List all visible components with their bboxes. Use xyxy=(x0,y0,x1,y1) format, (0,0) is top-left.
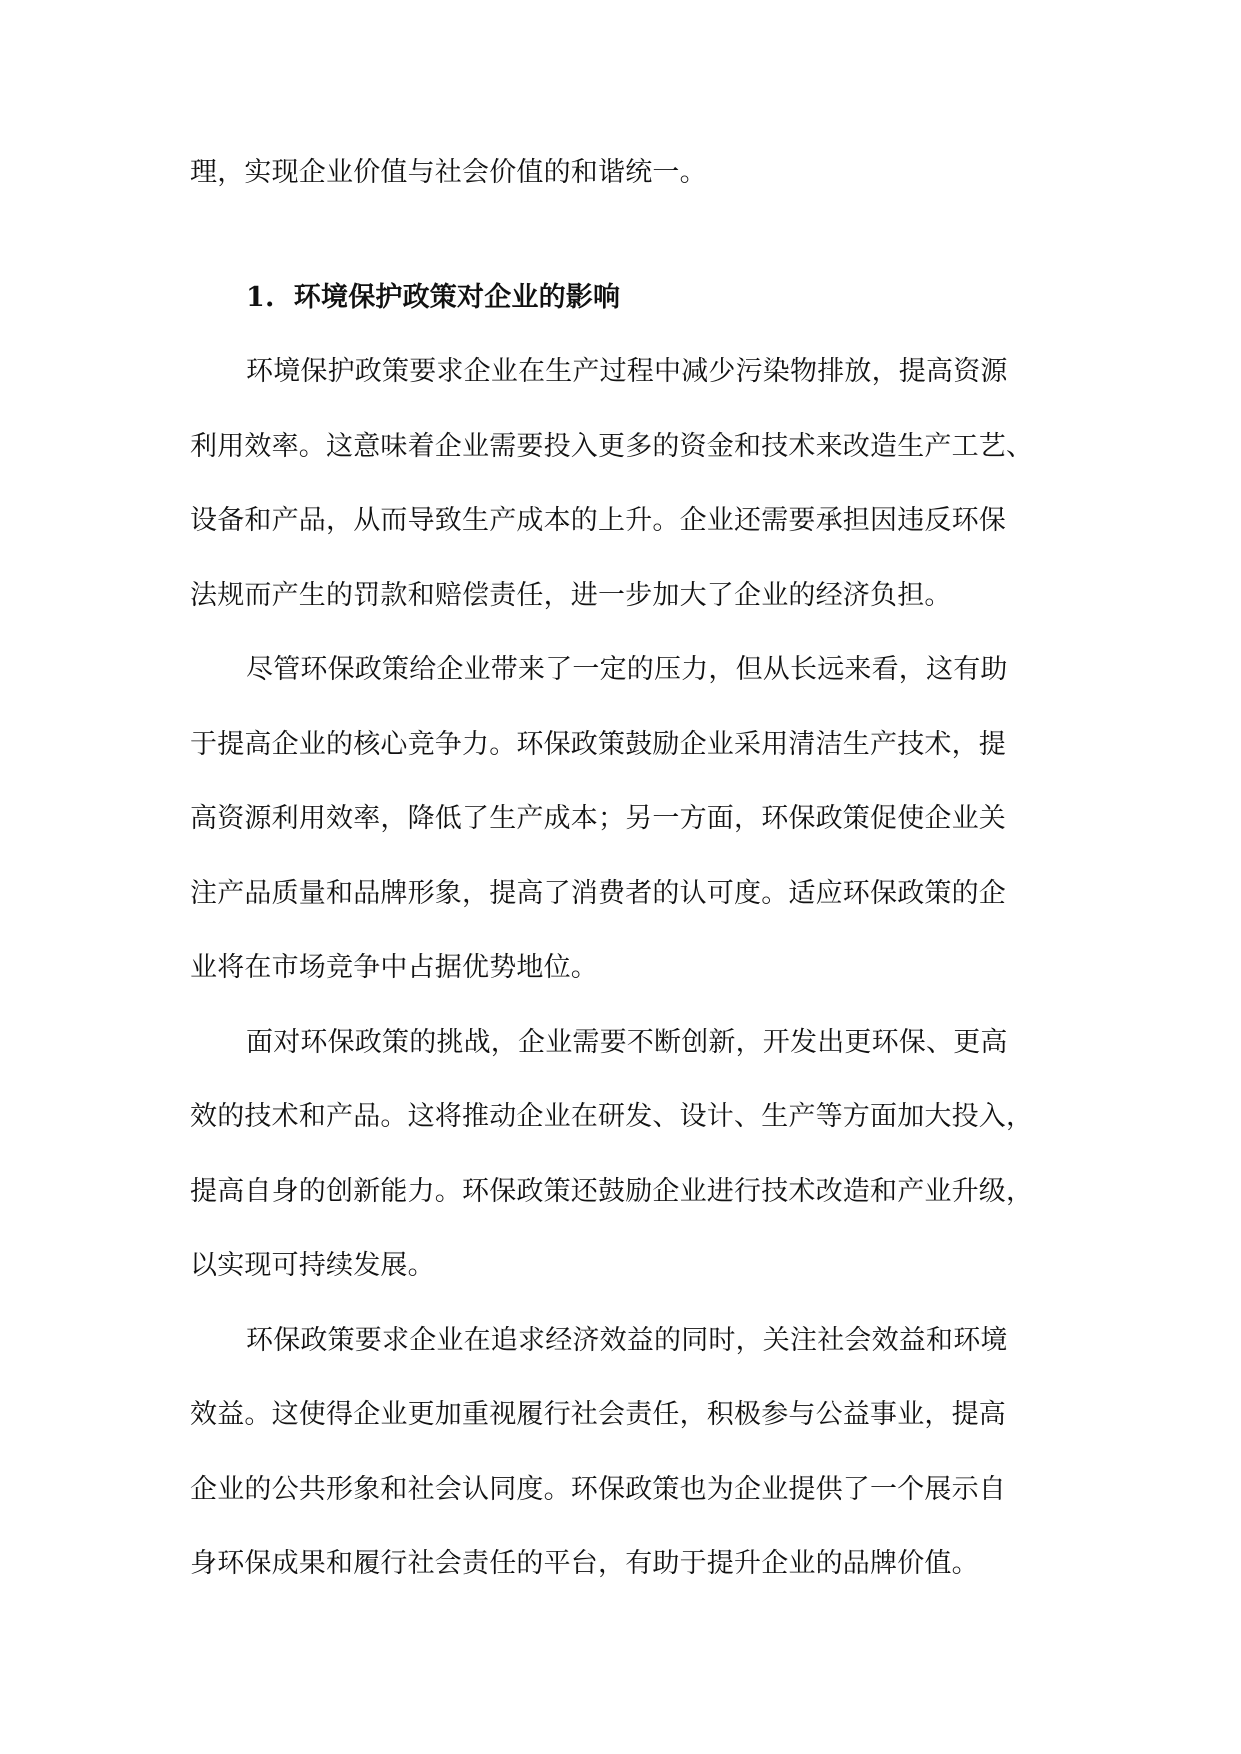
paragraph-line: 法规而产生的罚款和赔偿责任，进一步加大了企业的经济负担。 xyxy=(190,579,952,611)
paragraph-line: 尽管环保政策给企业带来了一定的压力，但从长远来看，这有助 xyxy=(246,654,1008,685)
paragraph-line: 设备和产品，从而导致生产成本的上升。企业还需要承担因违反环保 xyxy=(190,505,1006,536)
paragraph-line: 环境保护政策要求企业在生产过程中减少污染物排放，提高资源 xyxy=(246,356,1008,387)
paragraph-line: 企业的公共形象和社会认同度。环保政策也为企业提供了一个展示自 xyxy=(190,1473,1006,1505)
paragraph-line: 身环保成果和履行社会责任的平台，有助于提升企业的品牌价值。 xyxy=(190,1548,979,1579)
section-heading xyxy=(190,261,1050,336)
paragraph-line: 高资源利用效率，降低了生产成本；另一方面，环保政策促使企业关 xyxy=(190,803,1006,834)
paragraph-2 xyxy=(190,633,1050,1006)
paragraph-line: 利用效率。这意味着企业需要投入更多的资金和技术来改造生产工艺、 xyxy=(190,430,1034,462)
paragraph-line: 环保政策要求企业在追求经济效益的同时，关注社会效益和环境 xyxy=(246,1324,1008,1356)
paragraph-line: 于提高企业的核心竞争力。环保政策鼓励企业采用清洁生产技术，提 xyxy=(190,728,1006,760)
paragraph-line: 效的技术和产品。这将推动企业在研发、设计、生产等方面加大投入， xyxy=(190,1101,1034,1132)
document-body xyxy=(190,136,1050,1602)
paragraph-3 xyxy=(190,1006,1050,1304)
continuation-line: 理，实现企业价值与社会价值的和谐统一。 xyxy=(190,157,707,188)
paragraph-line: 注产品质量和品牌形象，提高了消费者的认可度。适应环保政策的企 xyxy=(190,877,1006,909)
paragraph-line: 效益。这使得企业更加重视履行社会责任，积极参与公益事业，提高 xyxy=(190,1399,1006,1430)
paragraph-line: 提高自身的创新能力。环保政策还鼓励企业进行技术改造和产业升级， xyxy=(190,1175,1034,1207)
paragraph-line: 面对环保政策的挑战，企业需要不断创新，开发出更环保、更高 xyxy=(246,1026,1008,1058)
paragraph-4 xyxy=(190,1304,1050,1602)
section-title: 环境保护政策对企业的影响 xyxy=(293,281,621,313)
paragraph-1 xyxy=(190,335,1050,633)
section-number: 1. xyxy=(246,281,275,313)
paragraph-line: 业将在市场竞争中占据优势地位。 xyxy=(190,952,598,983)
paragraph-line: 以实现可持续发展。 xyxy=(190,1250,435,1281)
